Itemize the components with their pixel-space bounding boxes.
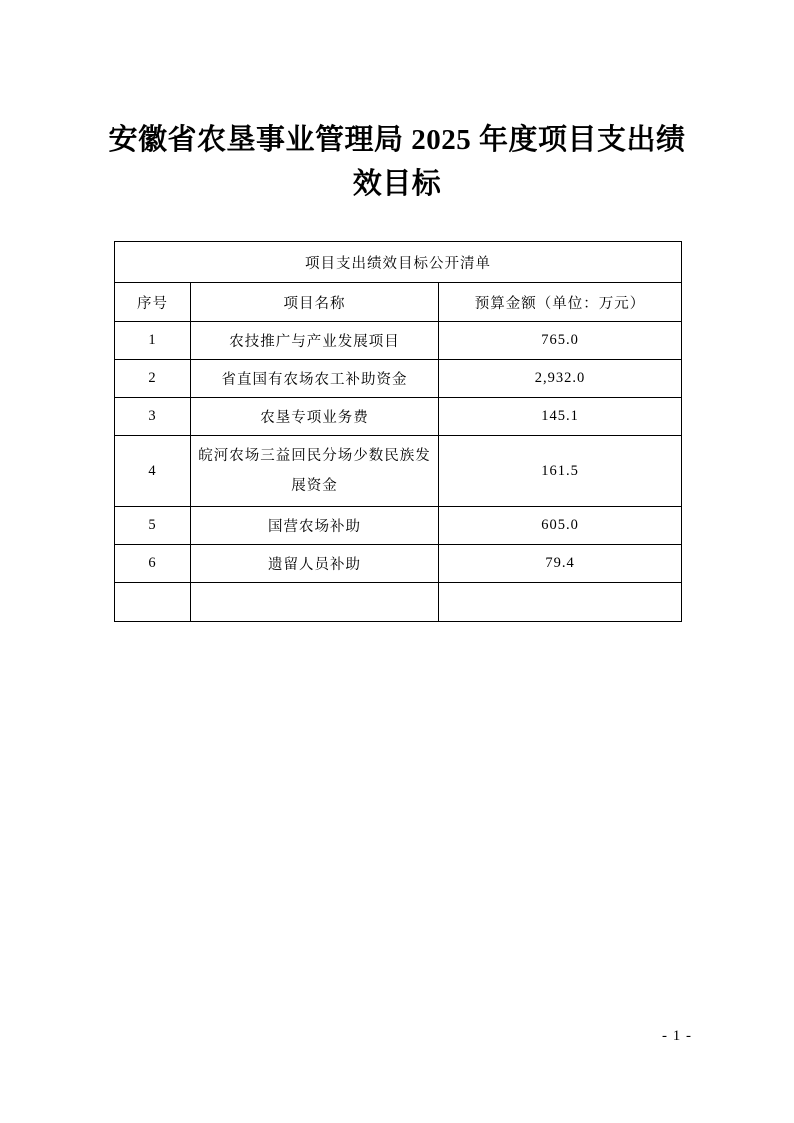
cell-amount: 765.0	[439, 322, 682, 360]
table-row	[115, 436, 682, 507]
table-row	[115, 360, 682, 398]
cell-no: 1	[115, 322, 191, 360]
cell-no: 4	[115, 436, 191, 507]
cell-amount: 2,932.0	[439, 360, 682, 398]
cell-name: 国营农场补助	[191, 507, 439, 545]
cell-name: 遗留人员补助	[191, 545, 439, 583]
cell-amount: 605.0	[439, 507, 682, 545]
column-header-name: 项目名称	[191, 283, 439, 322]
page-number: - 1 -	[662, 1028, 692, 1044]
table-row	[115, 322, 682, 360]
cell-name: 农技推广与产业发展项目	[191, 322, 439, 360]
cell-name: 省直国有农场农工补助资金	[191, 360, 439, 398]
cell-amount: 161.5	[439, 436, 682, 507]
cell-amount: 79.4	[439, 545, 682, 583]
cell-no: 5	[115, 507, 191, 545]
column-header-amount: 预算金额（单位：万元）	[439, 283, 682, 322]
cell-amount: 145.1	[439, 398, 682, 436]
cell-name: 农垦专项业务费	[191, 398, 439, 436]
table-row	[115, 545, 682, 583]
page-title: 安徽省农垦事业管理局 2025 年度项目支出绩效目标	[108, 124, 686, 200]
performance-target-table	[114, 241, 681, 622]
table-header-row	[115, 283, 682, 322]
cell-no: 2	[115, 360, 191, 398]
table-row	[115, 507, 682, 545]
column-header-no: 序号	[115, 283, 191, 322]
table-row	[115, 583, 682, 622]
cell-no	[115, 583, 191, 622]
table-caption: 项目支出绩效目标公开清单	[115, 242, 682, 283]
cell-name	[191, 583, 439, 622]
cell-name: 皖河农场三益回民分场少数民族发展资金	[191, 436, 439, 507]
table-caption-row	[115, 242, 682, 283]
cell-no: 6	[115, 545, 191, 583]
page-footer	[0, 1028, 794, 1045]
cell-no: 3	[115, 398, 191, 436]
cell-amount	[439, 583, 682, 622]
table-row	[115, 398, 682, 436]
